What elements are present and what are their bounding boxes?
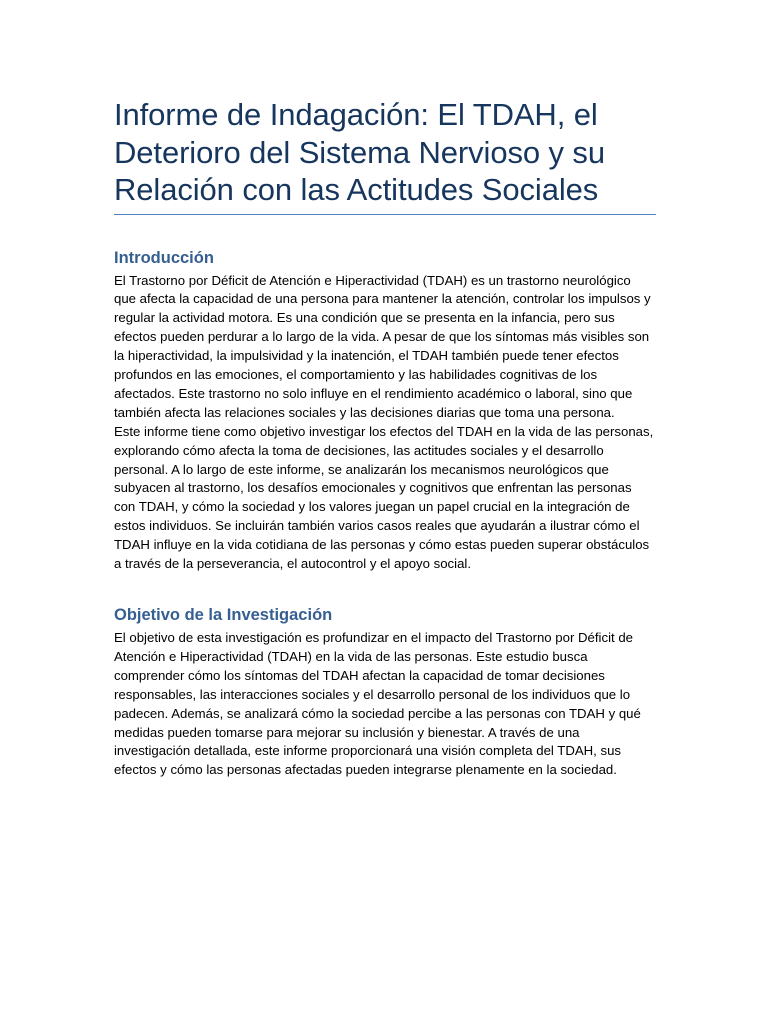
document-page (114, 96, 656, 780)
paragraph: El Trastorno por Déficit de Atención e Hiperactividad (TDAH) es un trastorno neurológico que afecta la capacidad de una persona para mantener la atención, controlar los impulsos y regular la actividad motora. Es una condición que se presenta en la infancia, pero sus efectos pueden perdurar a lo largo de la vida. A pesar de que los síntomas más visibles son la hiperactividad, la impulsividad y la inatención, el TDAH también puede tener efectos profundos en las emociones, el comportamiento y las habilidades cognitivas de los afectados. Este trastorno no solo influye en el rendimiento académico o laboral, sino que también afecta las relaciones sociales y las decisiones diarias que toma una persona. (114, 272, 651, 420)
document-title: Informe de Indagación: El TDAH, el Deterioro del Sistema Nervioso y su Relación con las Actitudes Sociales (114, 96, 656, 215)
section-heading: Objetivo de la Investigación (114, 606, 333, 624)
section-introduccion (114, 248, 656, 575)
section-heading: Introducción (114, 248, 214, 267)
paragraph: El objetivo de esta investigación es profundizar en el impacto del Trastorno por Déficit de Atención e Hiperactividad (TDAH) en la vida de las personas. Este estudio busca comprender cómo los síntomas del TDAH afectan la capacidad de tomar decisiones responsables, las interacciones sociales y el desarrollo personal de los individuos que lo padecen. Además, se analizará cómo la sociedad percibe a las personas con TDAH y qué medidas pueden tomarse para mejorar su inclusión y bienestar. A través de una investigación detallada, este informe proporcionará una visión completa del TDAH, sus efectos y cómo las personas afectadas pueden integrarse plenamente en la sociedad. (114, 630, 641, 778)
paragraph: Este informe tiene como objetivo investigar los efectos del TDAH en la vida de las personas, explorando cómo afecta la toma de decisiones, las actitudes sociales y el desarrollo personal. A lo largo de este informe, se analizarán los mecanismos neurológicos que subyacen al trastorno, los desafíos emocionales y cognitivos que enfrentan las personas con TDAH, y cómo la sociedad y los valores juegan un papel crucial en la integración de estos individuos. Se incluirán también varios casos reales que ayudarán a ilustrar cómo el TDAH influye en la vida cotidiana de las personas y cómo estas pueden superar obstáculos a través de la perseverancia, el autocontrol y el apoyo social. (114, 423, 654, 572)
section-objetivo (114, 605, 656, 780)
